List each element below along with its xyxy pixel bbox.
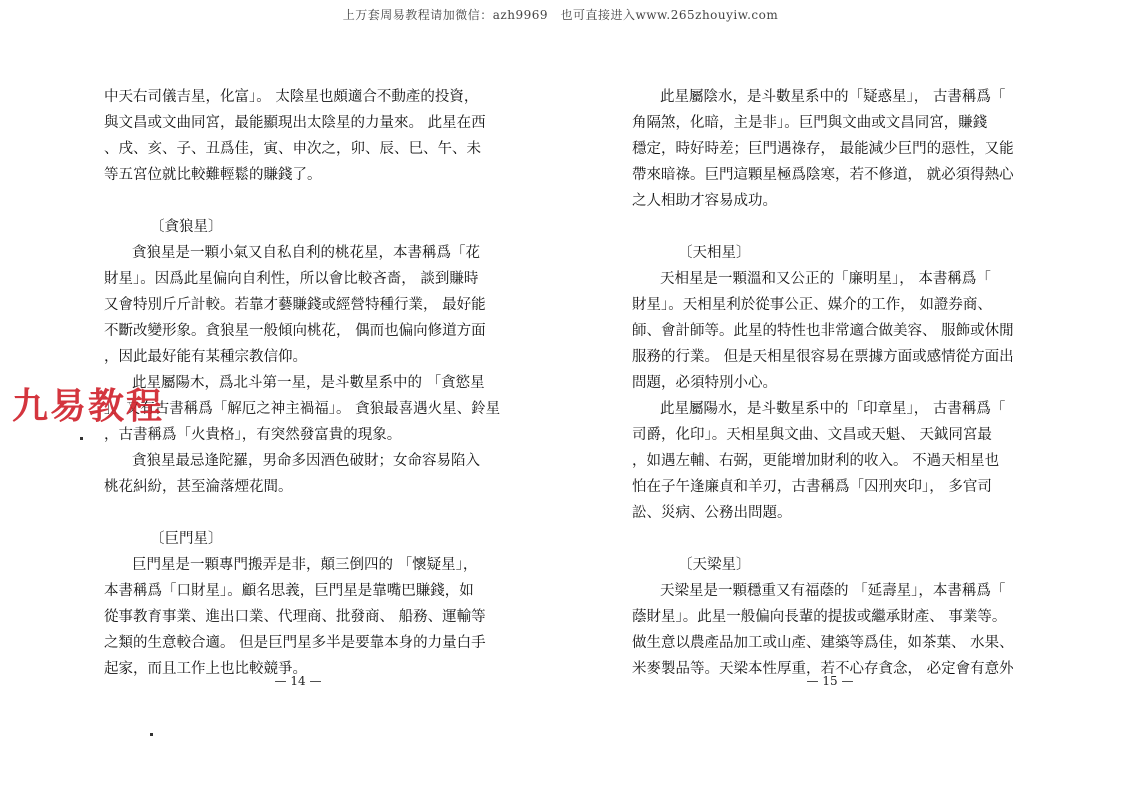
paragraph-gap bbox=[104, 500, 500, 526]
text-line: 米麥製品等。天梁本性厚重，若不心存貪念， 必定會有意外 bbox=[632, 661, 1014, 677]
paragraph-gap bbox=[632, 526, 1030, 552]
text-line: 穩定，時好時差；巨門遇祿存， 最能減少巨門的惡性，又能 bbox=[632, 141, 1014, 157]
text-line: 貪狼星最忌逢陀羅，男命多因酒色破財；女命容易陷入 bbox=[132, 453, 480, 469]
text-line: 怕在子午逢廉貞和羊刃，古書稱爲「囚刑夾印」， 多官司 bbox=[632, 479, 992, 495]
text-line: 做生意以農產品加工或山產、建築等爲佳，如茶葉、 水果、 bbox=[632, 635, 1014, 651]
text-line: 與文昌或文曲同宮，最能顯現出太陰星的力量來。 此星在西 bbox=[104, 115, 486, 131]
text-line: 本書稱爲「口財星」。顧名思義，巨門星是靠嘴巴賺錢，如 bbox=[104, 583, 474, 599]
text-line: 、戌、亥、子、丑爲佳，寅、申次之，卯、辰、巳、午、未 bbox=[104, 141, 481, 157]
text-line: 巨門星是一顆專門搬弄是非，顛三倒四的 「懷疑星」， bbox=[132, 557, 478, 573]
text-line: 之類的生意較合適。 但是巨門星多半是要靠本身的力量白手 bbox=[104, 635, 486, 651]
scan-speck bbox=[150, 733, 153, 736]
watermark-logo: 九易教程 bbox=[12, 386, 165, 427]
text-line: 司爵，化印」。天相星與文曲、文昌或天魁、 天鉞同宮最 bbox=[632, 427, 992, 443]
text-line: 從事教育事業、進出口業、代理商、批發商、 船務、運輸等 bbox=[104, 609, 486, 625]
text-line: 此星屬陽木，爲北斗第一星，是斗數星系中的 「貪慾星 bbox=[132, 375, 485, 391]
section-heading-tianliang: 〔天梁星〕 bbox=[678, 557, 751, 573]
text-line: 財星」。因爲此星偏向自利性，所以會比較吝嗇， 談到賺時 bbox=[104, 271, 479, 287]
text-line: 桃花糾紛，甚至淪落煙花間。 bbox=[104, 479, 293, 495]
text-line: 財星」。天相星利於從事公正、媒介的工作， 如證券商、 bbox=[632, 297, 992, 313]
text-line: 不斷改變形象。貪狼星一般傾向桃花， 偶而也偏向修道方面 bbox=[104, 323, 486, 339]
text-line: 」。又有古書稱爲「解厄之神主禍福」。 貪狼最喜遇火星、鈴星 bbox=[104, 401, 500, 417]
text-line: 訟、災病、公務出問題。 bbox=[632, 505, 792, 521]
page-number-left: — 14 — bbox=[274, 674, 322, 688]
text-line: 中天右司儀吉星，化富」。 太陰星也頗適合不動產的投資， bbox=[104, 89, 479, 105]
text-line: 天梁星是一顆穩重又有福蔭的 「延壽星」，本書稱爲「 bbox=[660, 583, 1006, 599]
text-line: ，如遇左輔、右弼，更能增加財利的收入。 不過天相星也 bbox=[632, 453, 1000, 469]
page-header-banner: 上万套周易教程请加微信：azh9969 也可直接进入www.265zhouyiw.com bbox=[342, 8, 779, 22]
text-line: 此星屬陽水，是斗數星系中的「印章星」， 古書稱爲「 bbox=[660, 401, 1006, 417]
text-line: 角隔煞，化暗，主是非」。巨門與文曲或文昌同宮，賺錢 bbox=[632, 115, 988, 131]
text-line: 此星屬陰水，是斗數星系中的「疑惑星」， 古書稱爲「 bbox=[660, 89, 1006, 105]
text-line: 又會特別斤斤計較。若靠才藝賺錢或經營特種行業， 最好能 bbox=[104, 297, 486, 313]
text-line: 等五宮位就比較難輕鬆的賺錢了。 bbox=[104, 167, 322, 183]
right-page bbox=[632, 84, 1030, 682]
paragraph-gap bbox=[104, 188, 500, 214]
text-line: 之人相助才容易成功。 bbox=[632, 193, 777, 209]
text-line: 問題，必須特別小心。 bbox=[632, 375, 777, 391]
text-line: ，古書稱爲「火貴格」，有突然發富貴的現象。 bbox=[104, 427, 402, 443]
text-line: 天相星是一顆溫和又公正的「廉明星」， 本書稱爲「 bbox=[660, 271, 991, 287]
section-heading-jumen: 〔巨門星〕 bbox=[150, 531, 223, 547]
page-number-right: — 15 — bbox=[806, 674, 854, 688]
text-line: 蔭財星」。此星一般偏向長輩的提拔或繼承財產、 事業等。 bbox=[632, 609, 1007, 625]
text-line: 服務的行業。 但是天相星很容易在票據方面或感情從方面出 bbox=[632, 349, 1014, 365]
section-heading-tianxiang: 〔天相星〕 bbox=[678, 245, 751, 261]
scan-speck bbox=[80, 437, 83, 440]
text-line: 起家，而且工作上也比較競爭。 bbox=[104, 661, 307, 677]
text-line: ，因此最好能有某種宗教信仰。 bbox=[104, 349, 307, 365]
section-heading-tanlang: 〔貪狼星〕 bbox=[150, 219, 223, 235]
text-line: 帶來暗祿。巨門這顆星極爲陰寒，若不修道， 就必須得熱心 bbox=[632, 167, 1014, 183]
paragraph-gap bbox=[632, 214, 1030, 240]
text-line: 貪狼星是一顆小氣又自私自利的桃花星，本書稱爲「花 bbox=[132, 245, 480, 261]
text-line: 師、會計師等。此星的特性也非常適合做美容、 服飾或休閒 bbox=[632, 323, 1014, 339]
